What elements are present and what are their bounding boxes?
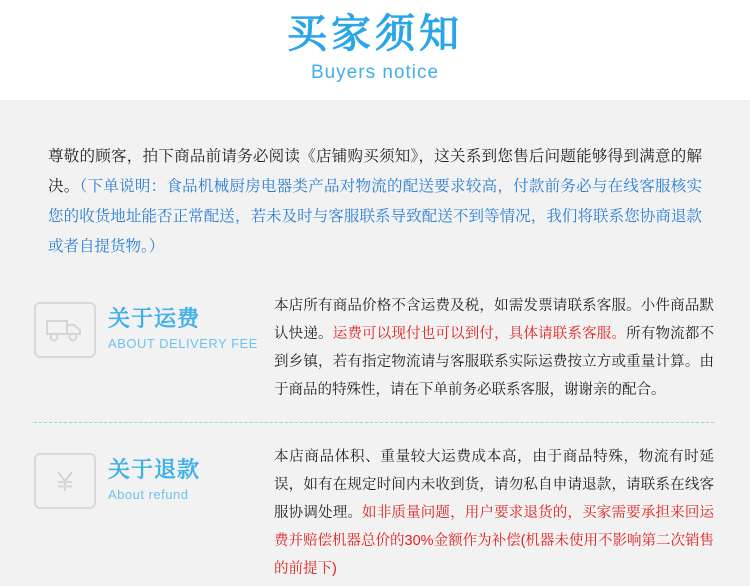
section-refund-subtitle: About refund (108, 487, 189, 502)
refund-text-1: 本店商品体积、重量较大运费成本高，由于商品特殊，物流有时延误，如有在规定时间内未收到货，请勿私自申请退款，请联系在线客服协调处理。 (274, 449, 714, 521)
yen-refund-icon-glyph (49, 466, 81, 496)
section-delivery-header (24, 286, 274, 358)
intro-paragraph (0, 100, 750, 262)
delivery-text-3: 所有物流都不到乡镇，若有指定物流请与客服联系实际运费按立方或重量计算。由于商品的特殊性，请在下单前务必联系客服，谢谢亲的配合。 (274, 326, 715, 398)
delivery-text-2-highlight: 运费可以现付也可以到付，具体请联系客服。 (332, 326, 627, 342)
delivery-text-1: 本店所有商品价格不含运费及税，如需发票请联系客服。小件商品默认快递。 (274, 298, 714, 342)
page-subtitle: Buyers notice (310, 62, 440, 83)
section-divider (34, 422, 714, 423)
page-title: 买家须知 (287, 11, 463, 57)
section-refund-titles (96, 457, 200, 505)
section-delivery-subtitle: ABOUT DELIVERY FEE (108, 336, 258, 351)
notice-body (0, 100, 750, 586)
section-delivery-title: 关于运费 (108, 307, 201, 332)
yen-refund-icon (34, 453, 96, 509)
section-delivery-fee (0, 286, 750, 404)
section-refund-text (274, 437, 714, 583)
truck-icon (34, 302, 96, 358)
section-refund-header (24, 437, 274, 509)
section-delivery-titles (96, 306, 258, 354)
section-refund-title: 关于退款 (108, 458, 201, 483)
page-header (0, 0, 750, 100)
truck-icon-glyph (45, 317, 85, 343)
intro-text-note: （下单说明：食品机械厨房电器类产品对物流的配送要求较高，付款前务必与在线客服核实您的收货地址能否正常配送，若未及时与客服联系导致配送不到等情况，我们将联系您协商退款或者自提货物。） (48, 178, 702, 255)
section-delivery-text (274, 286, 714, 404)
section-refund (0, 437, 750, 583)
intro-text-main: 尊敬的顾客，拍下商品前请务必阅读《店铺购买须知》，这关系到您售后问题能够得到满意的解决。 (48, 148, 702, 195)
refund-text-2-highlight: 如非质量问题，用户要求退货的，买家需要承担来回运费并赔偿机器总价的30%金额作为补偿(机器未使用不影响第二次销售的前提下) (274, 505, 715, 577)
